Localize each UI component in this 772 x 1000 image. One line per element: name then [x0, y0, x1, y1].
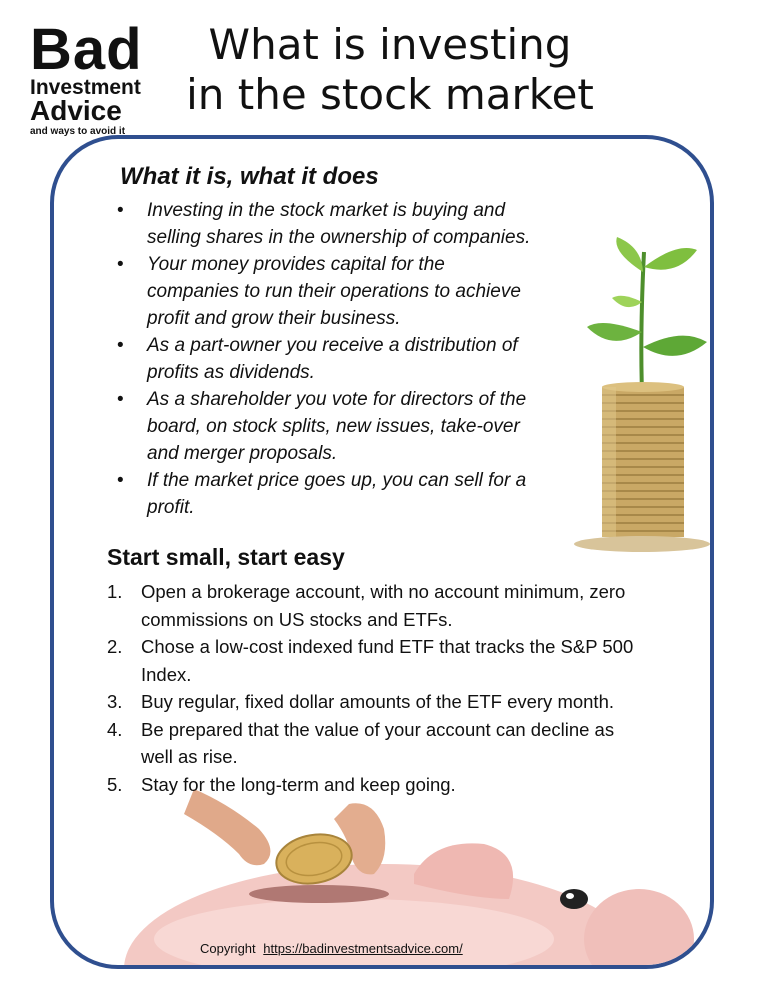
step-number: 5.: [107, 773, 123, 795]
bullet-line: Investing in the stock market is buying and: [147, 200, 506, 221]
bullet-line: selling shares in the ownership of companies.: [147, 227, 531, 248]
steps-list: [107, 578, 697, 798]
step-line: Stay for the long-term and keep going.: [141, 773, 456, 795]
step-number: 3.: [107, 691, 123, 712]
logo-tagline: and ways to avoid it: [30, 126, 126, 137]
copyright-label: Copyright: [200, 941, 256, 956]
bullet-list: [115, 197, 565, 521]
plant-leaf: [587, 323, 642, 341]
coin-stack: [602, 382, 684, 537]
copyright: [200, 941, 463, 957]
bullet-dot: •: [117, 254, 124, 275]
step-line: Be prepared that the value of your account can decline as: [141, 718, 615, 740]
plant-leaf: [616, 237, 643, 272]
coin-base: [574, 536, 710, 552]
piggy-eye: [560, 889, 588, 909]
bullet-line: companies to run their operations to achieve: [147, 281, 521, 302]
bullet-dot: •: [117, 200, 124, 221]
bullet-dot: •: [117, 389, 124, 410]
step-line: well as rise.: [141, 746, 238, 767]
bullet-item: [115, 467, 565, 521]
plant-stem: [641, 252, 644, 392]
bullet-line: As a part-owner you receive a distribution of: [147, 335, 518, 356]
piggy-snout: [584, 889, 694, 969]
bullet-line: If the market price goes up, you can sell for a: [147, 470, 527, 491]
logo-line-advice: Advice: [30, 95, 122, 126]
bullet-item: [115, 197, 565, 251]
bullet-item: [115, 251, 565, 332]
bullet-item: [115, 332, 565, 386]
step-line: Chose a low-cost indexed fund ETF that tracks the S&P 500: [141, 636, 634, 657]
plant-leaf: [612, 296, 642, 307]
section-heading-what-it-is: What it is, what it does: [120, 163, 379, 190]
step-line: commissions on US stocks and ETFs.: [141, 608, 453, 630]
bullet-line: and merger proposals.: [147, 443, 338, 464]
step-line: Buy regular, fixed dollar amounts of the ETF every month.: [141, 691, 615, 712]
website-link[interactable]: https://badinvestmentsadvice.com/: [263, 941, 463, 956]
bullet-item: [115, 386, 565, 467]
section-heading-start-small: Start small, start easy: [107, 544, 345, 570]
plant-coins-illustration: [572, 232, 712, 554]
step-item: [107, 716, 697, 771]
logo-line-investment: Investment: [30, 76, 141, 99]
step-line: Index.: [141, 663, 192, 685]
bullet-line: As a shareholder you vote for directors of the: [147, 389, 527, 410]
step-number: 4.: [107, 718, 123, 740]
step-number: 1.: [107, 581, 123, 602]
hand-left-finger: [184, 789, 270, 865]
bullet-line: profits as dividends.: [147, 362, 315, 383]
plant-leaf: [643, 336, 707, 356]
title-line-1: What is investing: [208, 20, 572, 69]
piggy-coin-slot: [249, 885, 389, 903]
bullet-dot: •: [117, 335, 124, 356]
bullet-line: Your money provides capital for the: [147, 254, 445, 275]
step-item: [107, 578, 697, 633]
title-line-2: in the stock market: [186, 70, 594, 119]
logo-line-bad: Bad: [30, 17, 143, 82]
page-title: [170, 20, 610, 120]
bullet-line: profit and grow their business.: [147, 308, 401, 329]
bullet-dot: •: [117, 470, 124, 491]
logo: [30, 17, 160, 138]
step-line: Open a brokerage account, with no account minimum, zero: [141, 581, 626, 602]
bullet-line: board, on stock splits, new issues, take-over: [147, 416, 520, 437]
plant-leaf: [644, 248, 697, 270]
step-number: 2.: [107, 636, 123, 657]
step-item: [107, 688, 697, 716]
bullet-line: profit.: [147, 497, 195, 518]
step-item: [107, 633, 697, 688]
step-item: [107, 771, 697, 799]
